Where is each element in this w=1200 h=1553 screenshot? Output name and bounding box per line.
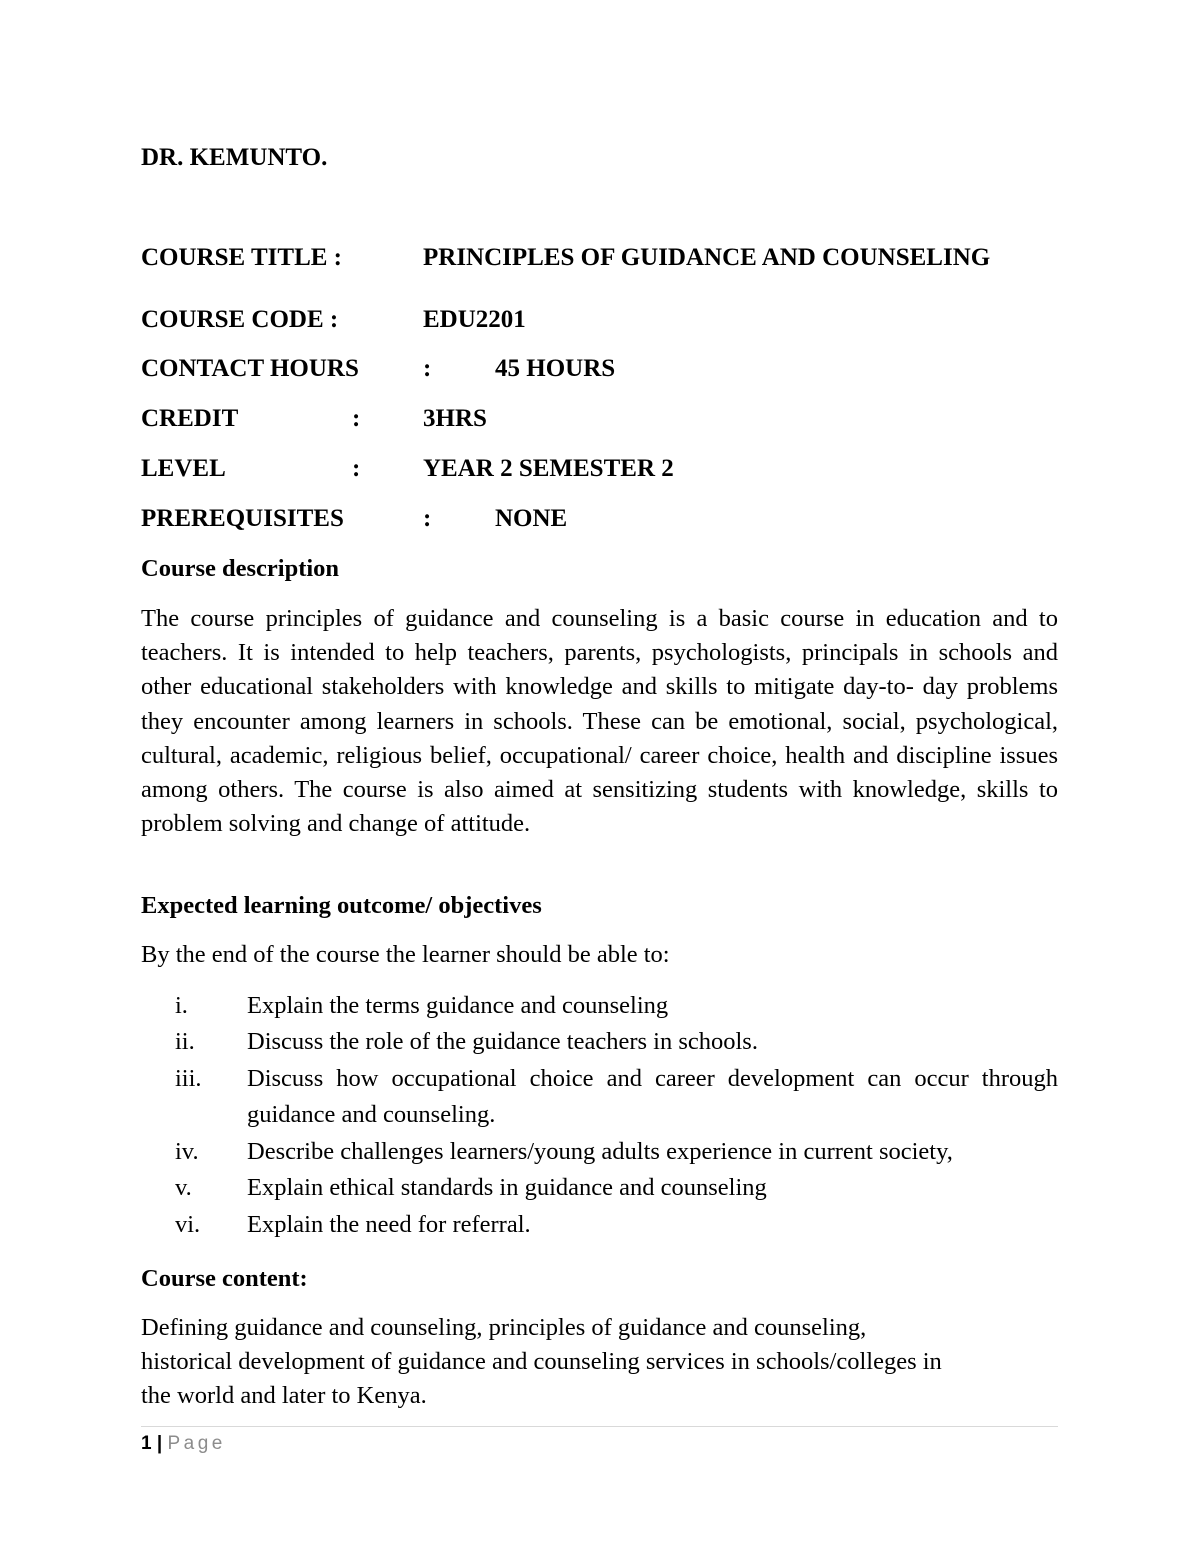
- list-item-number: i.: [175, 992, 188, 1019]
- list-item-text: Explain ethical standards in guidance and counseling: [247, 1174, 767, 1201]
- list-item-text: Discuss the role of the guidance teachers in schools.: [247, 1028, 758, 1055]
- course-content-line: historical development of guidance and counseling services in schools/colleges in: [141, 1348, 942, 1375]
- list-item-number: ii.: [175, 1028, 195, 1055]
- course-code-value: EDU2201: [423, 306, 526, 333]
- list-item-text: Explain the terms guidance and counseling: [247, 992, 669, 1019]
- level-label: LEVEL: [141, 455, 226, 482]
- page-number: 1: [141, 1433, 152, 1454]
- course-code-label: COURSE CODE :: [141, 306, 339, 333]
- credit-value: 3HRS: [423, 405, 487, 432]
- list-item-number: iv.: [175, 1138, 199, 1165]
- course-content-heading: Course content:: [141, 1265, 308, 1292]
- credit-colon: :: [352, 405, 361, 432]
- contact-hours-value: 45 HOURS: [495, 355, 616, 382]
- level-colon: :: [352, 455, 361, 482]
- course-title-value: PRINCIPLES OF GUIDANCE AND COUNSELING: [423, 244, 991, 271]
- list-item-text: Explain the need for referral.: [247, 1211, 531, 1238]
- prerequisites-value: NONE: [495, 505, 568, 532]
- course-description-heading: Course description: [141, 555, 340, 582]
- page-word: Page: [167, 1433, 226, 1454]
- page-footer: [141, 1433, 226, 1455]
- course-content-line: the world and later to Kenya.: [141, 1382, 427, 1409]
- list-item-text: Describe challenges learners/young adults experience in current society,: [247, 1138, 953, 1165]
- outcomes-heading: Expected learning outcome/ objectives: [141, 892, 542, 919]
- author-name: DR. KEMUNTO.: [141, 144, 328, 171]
- course-content-line: Defining guidance and counseling, principles of guidance and counseling,: [141, 1314, 867, 1341]
- list-item-number: vi.: [175, 1211, 201, 1238]
- list-item-number: v.: [175, 1174, 192, 1201]
- list-item-text: Discuss how occupational choice and career development can occur through guidance and counseling.: [247, 1065, 1058, 1129]
- prerequisites-colon: :: [423, 505, 432, 532]
- course-description-body: The course principles of guidance and counseling is a basic course in education and to teachers. It is intended to help teachers, parents, psychologists, principals in schools and other educational stakeholders with knowledge and skills to mitigate day-to- day problems they encounter among learners in schools. These can be emotional, social, psychological, cultural, academic, religious belief, occupational/ career choice, health and discipline issues among others. The course is also aimed at sensitizing students with knowledge, skills to problem solving and change of attitude.: [141, 605, 1058, 838]
- contact-hours-label: CONTACT HOURS: [141, 355, 359, 382]
- footer-separator: |: [156, 1433, 163, 1454]
- credit-label: CREDIT: [141, 405, 239, 432]
- course-title-label: COURSE TITLE :: [141, 244, 342, 271]
- outcomes-intro: By the end of the course the learner should be able to:: [141, 941, 670, 968]
- contact-hours-colon: :: [423, 355, 432, 382]
- list-item-number: iii.: [175, 1065, 202, 1092]
- footer-divider: [141, 1426, 1058, 1427]
- prerequisites-label: PREREQUISITES: [141, 505, 344, 532]
- level-value: YEAR 2 SEMESTER 2: [423, 455, 674, 482]
